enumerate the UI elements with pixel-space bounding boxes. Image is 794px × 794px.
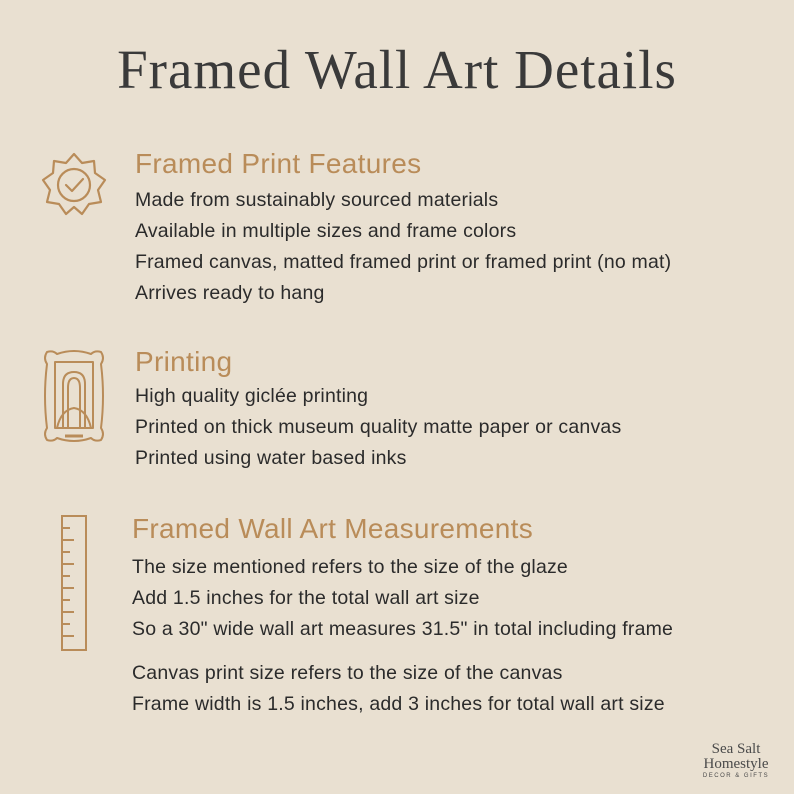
section-heading: Printing bbox=[135, 346, 233, 377]
page-title: Framed Wall Art Details bbox=[117, 39, 677, 100]
framed-portrait-icon bbox=[41, 348, 107, 448]
list-item: Frame width is 1.5 inches, add 3 inches for total wall art size bbox=[132, 693, 665, 715]
printing-list bbox=[135, 381, 621, 474]
ruler-icon bbox=[56, 514, 90, 654]
list-item: Printed using water based inks bbox=[135, 447, 407, 469]
list-item: Arrives ready to hang bbox=[135, 282, 325, 304]
list-item: The size mentioned refers to the size of the glaze bbox=[132, 556, 568, 578]
list-item: Canvas print size refers to the size of the canvas bbox=[132, 662, 563, 684]
logo-line2: Homestyle bbox=[703, 756, 769, 772]
logo-tagline: DECOR & GIFTS bbox=[702, 773, 770, 779]
list-item: High quality giclée printing bbox=[135, 385, 369, 407]
badge-check-icon bbox=[39, 150, 109, 220]
canvas-measurements-list bbox=[132, 658, 665, 720]
section-heading: Framed Print Features bbox=[135, 148, 422, 179]
feature-list bbox=[135, 185, 671, 309]
list-item: Printed on thick museum quality matte paper or canvas bbox=[135, 416, 622, 438]
section-heading: Framed Wall Art Measurements bbox=[132, 513, 534, 544]
measurements-list bbox=[132, 552, 673, 645]
list-item: So a 30" wide wall art measures 31.5" in total including frame bbox=[132, 618, 674, 640]
list-item: Framed canvas, matted framed print or framed print (no mat) bbox=[135, 251, 672, 273]
logo-line1: Sea Salt bbox=[711, 741, 761, 757]
list-item: Add 1.5 inches for the total wall art size bbox=[132, 587, 480, 609]
brand-logo bbox=[690, 742, 782, 780]
list-item: Made from sustainably sourced materials bbox=[135, 189, 499, 211]
list-item: Available in multiple sizes and frame colors bbox=[135, 220, 517, 242]
